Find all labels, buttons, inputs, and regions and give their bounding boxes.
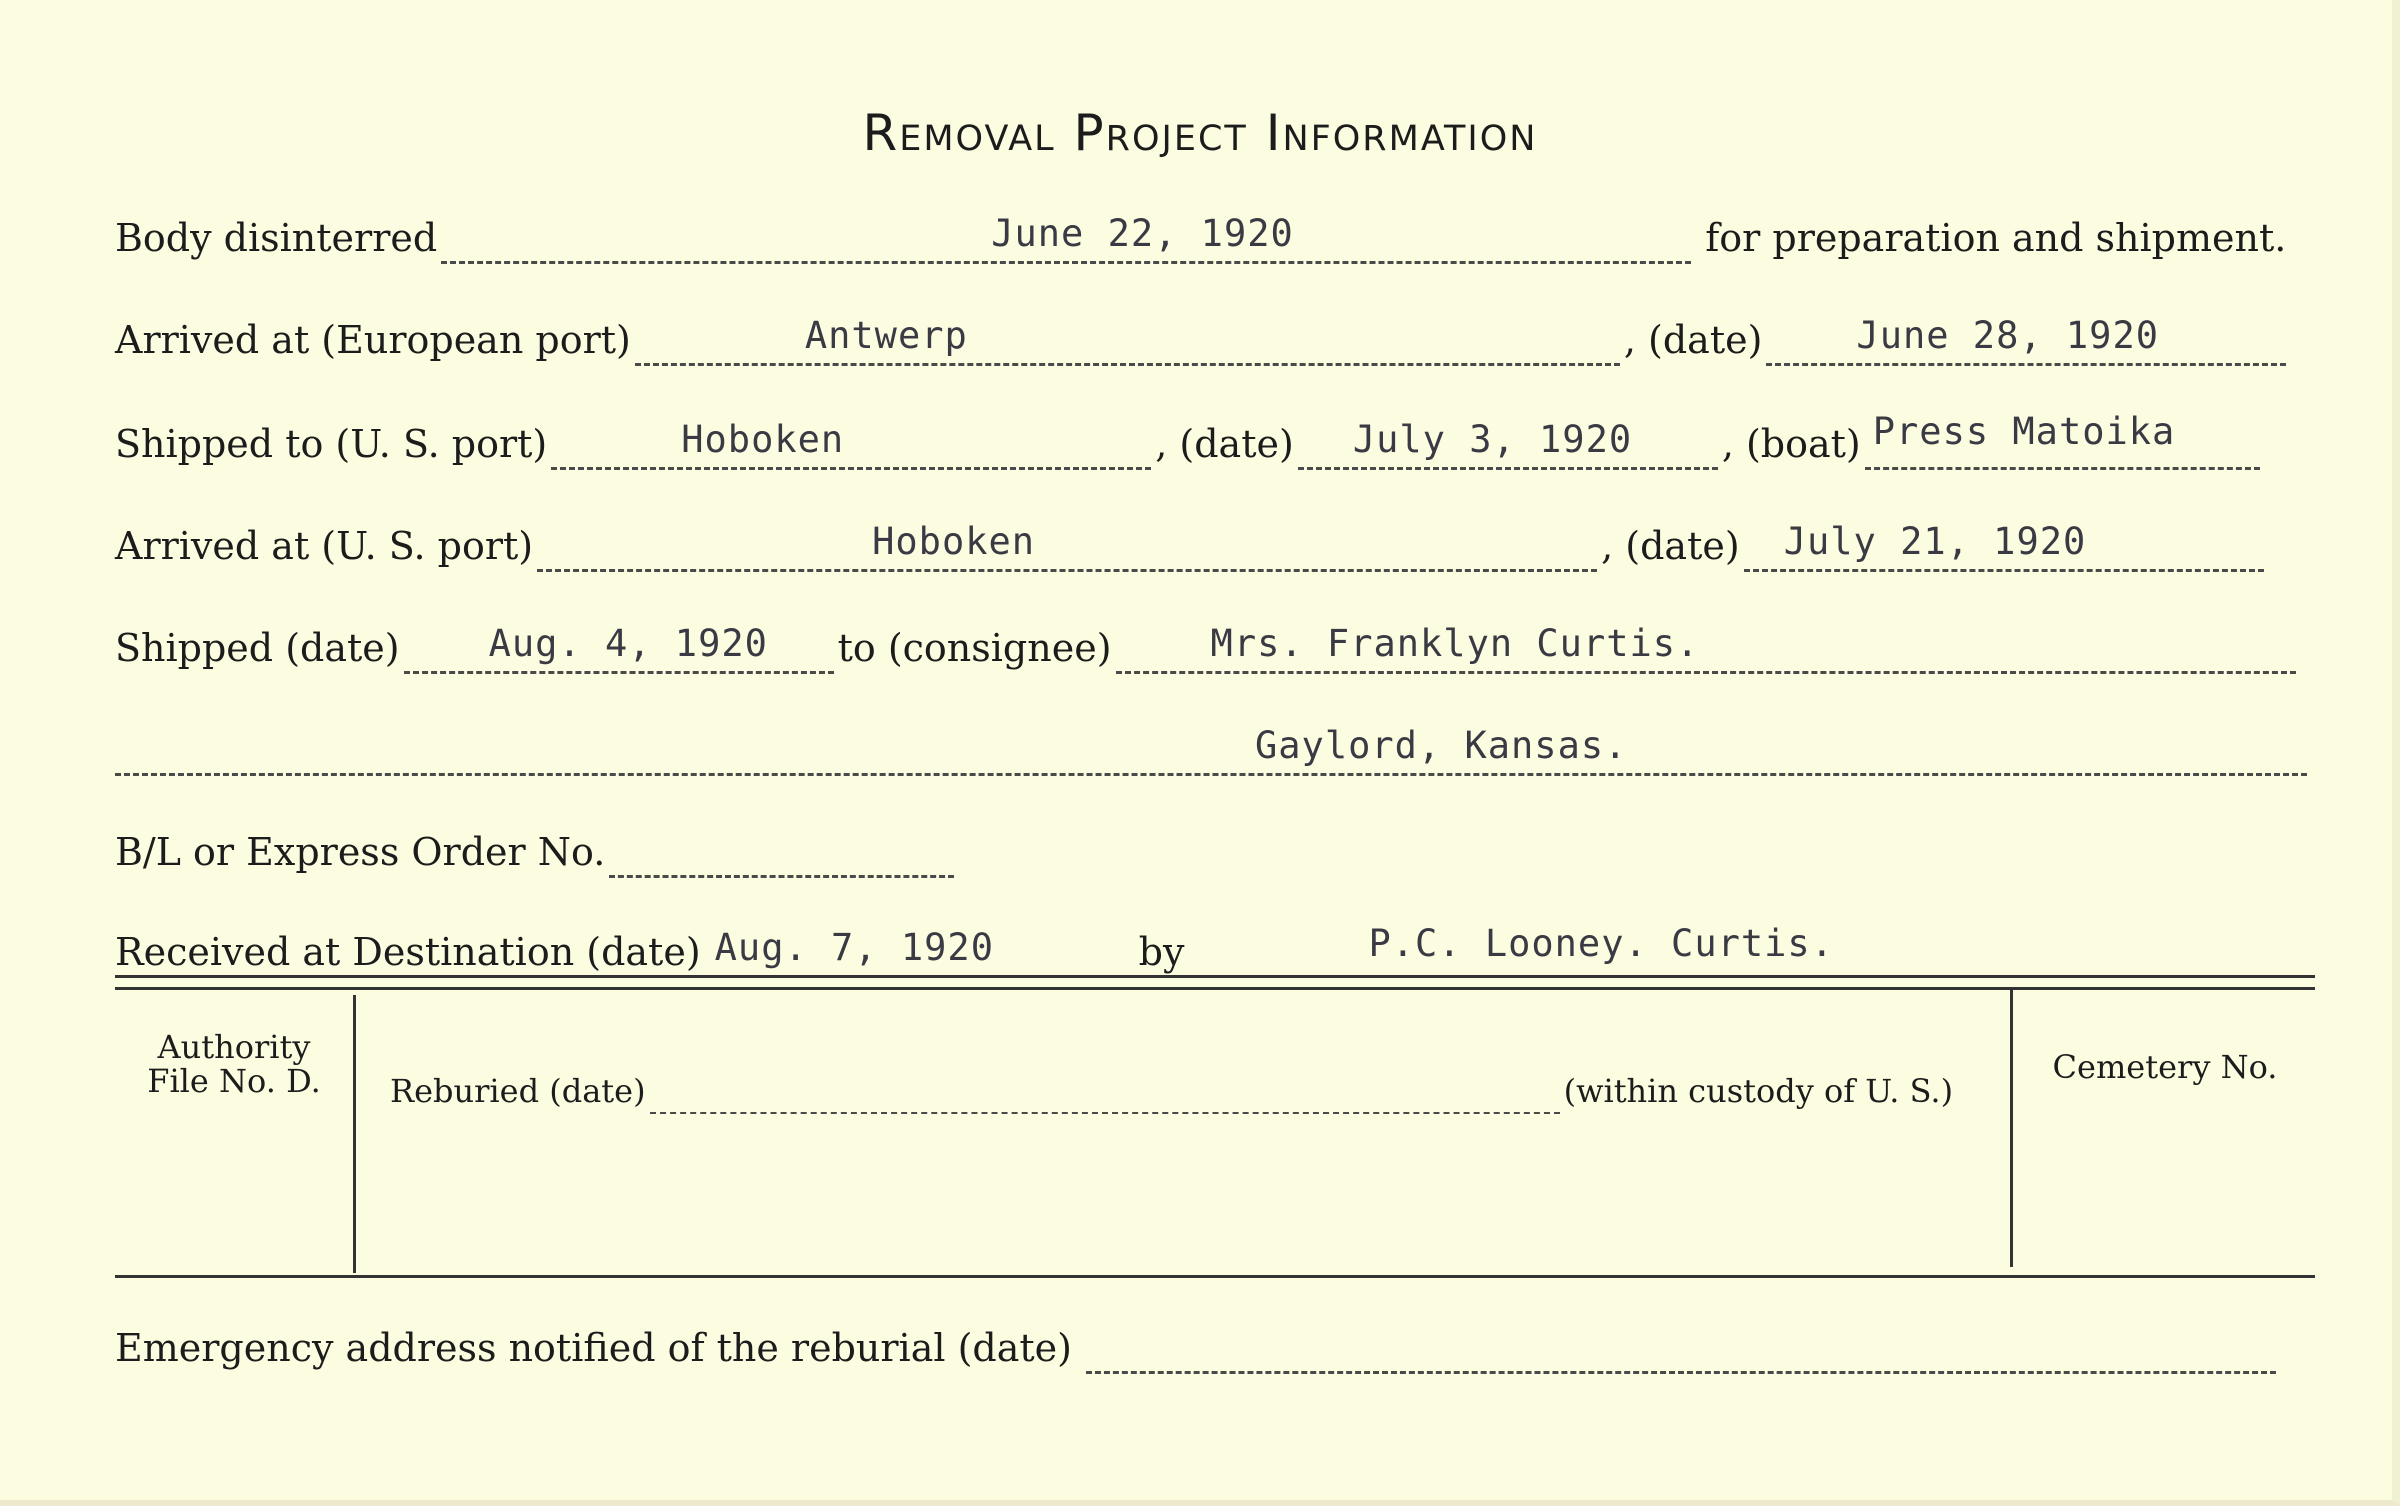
us-date-field[interactable] xyxy=(1744,519,2264,572)
by-label: by xyxy=(1138,930,1185,974)
consignee-value: Mrs. Franklyn Curtis. xyxy=(1210,622,1700,665)
boat-field[interactable] xyxy=(1865,410,2260,470)
row-shipped xyxy=(115,610,2315,674)
authority-line-2: File No. D. xyxy=(147,1062,321,1100)
row-european-port xyxy=(115,302,2315,366)
us-port-field[interactable] xyxy=(537,519,1597,572)
euro-date-field[interactable] xyxy=(1766,313,2286,366)
shipped-date-field[interactable] xyxy=(1298,417,1718,470)
box-bottom-rule xyxy=(115,1275,2315,1278)
row-bl xyxy=(115,814,2315,878)
box-divider-left xyxy=(353,995,356,1273)
euro-date-label: , (date) xyxy=(1623,318,1763,362)
shipped-value: Aug. 4, 1920 xyxy=(488,622,768,665)
euro-port-field[interactable] xyxy=(635,313,1620,366)
authority-cell xyxy=(115,1030,353,1098)
consignee-field[interactable] xyxy=(1116,621,2296,674)
bl-label: B/L or Express Order No. xyxy=(115,830,606,874)
received-field[interactable] xyxy=(705,925,1135,978)
us-port-value: Hoboken xyxy=(872,520,1036,563)
emergency-label: Emergency address notified of the reburial (date) xyxy=(115,1326,1072,1370)
disinterred-label: Body disinterred xyxy=(115,216,438,260)
row-disinterred xyxy=(115,200,2315,264)
by-value: P.C. Looney. Curtis. xyxy=(1368,922,1834,965)
shipped-label: Shipped (date) xyxy=(115,626,400,670)
received-label: Received at Destination (date) xyxy=(115,930,701,974)
row-shipped-to xyxy=(115,406,2315,470)
box-top-rule-1 xyxy=(115,975,2315,978)
address-value: Gaylord, Kansas. xyxy=(1255,724,1628,767)
disinterred-field[interactable] xyxy=(441,211,1691,264)
disinterred-suffix: for preparation and shipment. xyxy=(1705,216,2287,260)
cemetery-label: Cemetery No. xyxy=(2052,1048,2278,1086)
euro-date-value: June 28, 1920 xyxy=(1856,314,2160,357)
row-us-port xyxy=(115,508,2315,572)
row-received xyxy=(115,914,2315,978)
us-date-label: , (date) xyxy=(1601,524,1740,568)
address-field[interactable] xyxy=(115,723,2307,776)
received-value: Aug. 7, 1920 xyxy=(714,926,994,969)
consignee-label: to (consignee) xyxy=(837,626,1112,670)
boat-value: Press Matoika xyxy=(1872,410,2176,453)
shipped-date-label: , (date) xyxy=(1155,422,1294,466)
emergency-field[interactable] xyxy=(1086,1321,2276,1374)
shipped-to-field[interactable] xyxy=(551,417,1151,470)
euro-port-label: Arrived at (European port) xyxy=(115,318,631,362)
boat-label: , (boat) xyxy=(1721,422,1861,466)
reburied-field[interactable] xyxy=(650,1072,1560,1114)
row-address xyxy=(115,712,2315,776)
disinterred-value: June 22, 1920 xyxy=(991,212,1294,255)
authority-line-1: Authority xyxy=(157,1028,311,1066)
us-port-label: Arrived at (U. S. port) xyxy=(115,524,534,568)
card-title: Removal Project Information xyxy=(862,104,1538,162)
euro-port-value: Antwerp xyxy=(804,314,968,357)
us-date-value: July 21, 1920 xyxy=(1783,520,2087,563)
shipped-to-label: Shipped to (U. S. port) xyxy=(115,422,548,466)
box-divider-right xyxy=(2010,987,2013,1267)
by-field[interactable] xyxy=(1188,922,2268,978)
box-top-rule-2 xyxy=(115,987,2315,990)
reburied-label: Reburied (date) xyxy=(390,1072,646,1110)
row-emergency xyxy=(115,1310,2315,1374)
row-reburied xyxy=(390,1050,1990,1114)
shipped-to-value: Hoboken xyxy=(681,418,845,461)
bl-field[interactable] xyxy=(609,825,954,878)
cemetery-cell xyxy=(2010,1050,2320,1084)
shipped-field[interactable] xyxy=(404,621,834,674)
custody-label: (within custody of U. S.) xyxy=(1563,1072,1954,1110)
shipped-date-value: July 3, 1920 xyxy=(1352,418,1633,461)
